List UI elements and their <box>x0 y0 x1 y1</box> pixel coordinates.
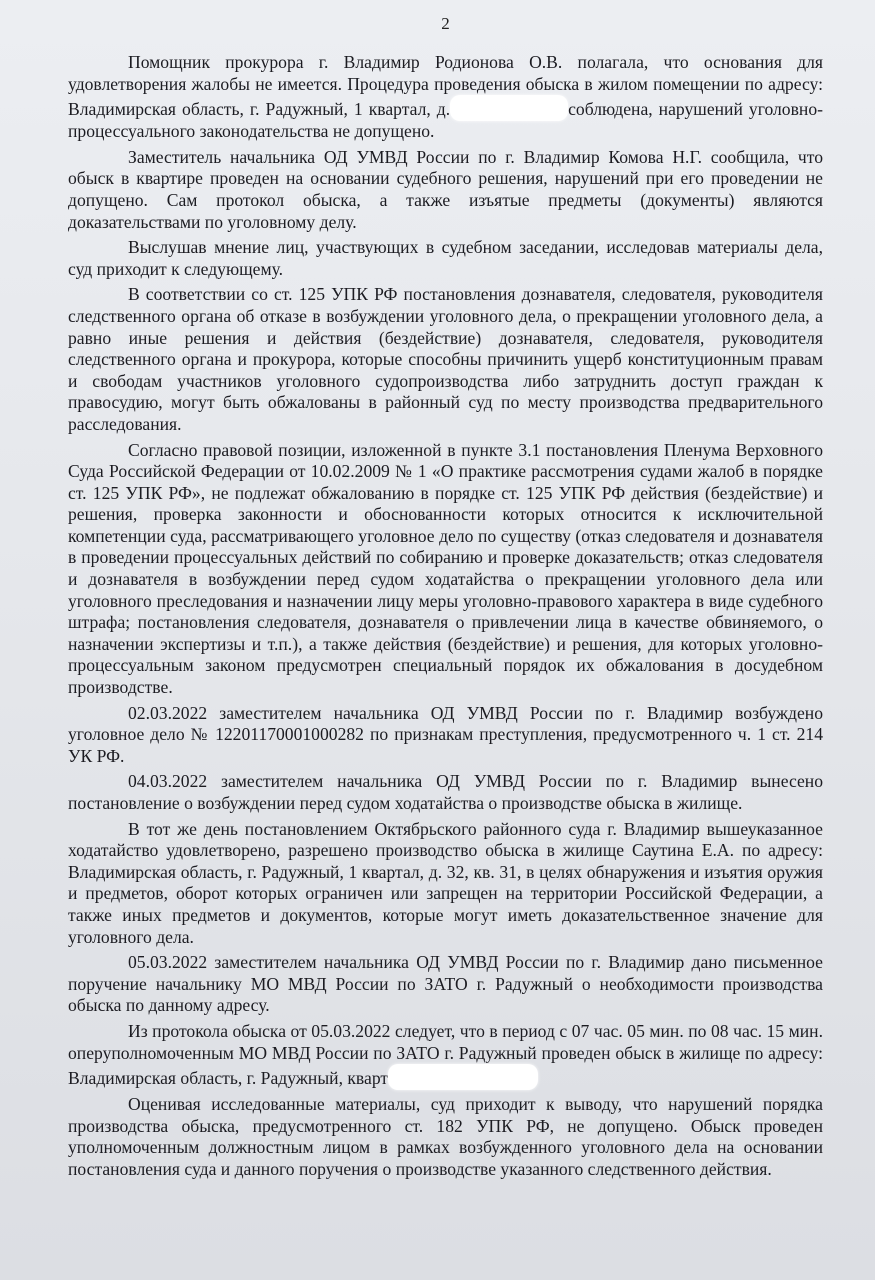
paragraph-search-protocol <box>68 1021 823 1090</box>
paragraph-article-125: В соответствии со ст. 125 УПК РФ постановления дознавателя, следователя, руководителя следственного органа об отказе в возбуждении уголовного дела, о прекращении уголовного дела, а равно иные решения и действия (бездействие) дознавателя, следователя, руководителя следственного органа и прокурора, которые способны причинить ущерб конституционным правам и свободам участников уголовного судопроизводства либо затруднить доступ граждан к правосудию, могут быть обжалованы в районный суд по месту производства предварительного расследования. <box>68 284 823 434</box>
paragraph-conclusion: Оценивая исследованные материалы, суд приходит к выводу, что нарушений порядка производства обыска, предусмотренного ст. 182 УПК РФ, не допущено. Обыск проведен уполномоченным должностным лицом в рамках возбужденного уголовного дела на основании постановления суда и данного поручения о производстве указанного следственного действия. <box>68 1094 823 1179</box>
paragraph-text: Из протокола обыска от 05.03.2022 следует, что в период с 07 час. 05 мин. по 08 час. 15 мин. оперуполномоченным МО МВД России по ЗАТО г. Радужный проведен обыск в жилище по адресу: Владимирская область, г. Радужный, кварт <box>68 1020 823 1089</box>
paragraph-plenum-position: Согласно правовой позиции, изложенной в пункте 3.1 постановления Пленума Верховного Суда Российской Федерации от 10.02.2009 № 1 «О практике рассмотрения судами жалоб в порядке ст. 125 УПК РФ», не подлежат обжалованию в порядке ст. 125 УПК РФ действия (бездействие) и решения, проверка законности и обоснованности которых относится к исключительной компетенции суда, рассматривающего уголовное дело по существу (отказ следователя и дознавателя в проведении процессуальных действий по собиранию и проверке доказательств; отказ следователя и дознавателя в возбуждении перед судом ходатайства о прекращении уголовного дела или уголовного преследования и назначении лицу меры уголовно-правового характера в виде судебного штрафа; постановления следователя, дознавателя о привлечении лица в качестве обвиняемого, о назначении экспертизы и т.п.), а также действия (бездействие) и решения, для которых уголовно-процессуальным законом предусмотрен специальный порядок их обжалования в досудебном производстве. <box>68 439 823 698</box>
paragraph-petition: 04.03.2022 заместителем начальника ОД УМВД России по г. Владимир вынесено постановление о возбуждении перед судом ходатайства о производстве обыска в жилище. <box>68 771 823 813</box>
paragraph-court-order: В тот же день постановлением Октябрьского районного суда г. Владимир вышеуказанное ходатайство удовлетворено, разрешено производство обыска в жилище Саутина Е.А. по адресу: Владимирская область, г. Радужный, 1 квартал, д. 32, кв. 31, в целях обнаружения и изъятия оружия и предметов, оборот которых ограничен или запрещен на территории Российской Федерации, а также иных предметов и документов, которые могут иметь доказательственное значение для уголовного дела. <box>68 818 823 947</box>
redaction-mark <box>388 1064 538 1090</box>
paragraph-instruction: 05.03.2022 заместителем начальника ОД УМВД России по г. Владимир дано письменное поручение начальнику МО МВД России по ЗАТО г. Радужный о необходимости производства обыска по данному адресу. <box>68 952 823 1016</box>
paragraph-text: соблюдена, нарушений уголовно-процессуального законодательства не допущено. <box>68 99 823 142</box>
paragraph-text: Помощник прокурора г. Владимир Родионова О.В. полагала, что основания для удовлетворения жалобы не имеется. Процедура проведения обыска в жилом помещении по адресу: Владимирская область, г. Радужный, 1 квартал, д. <box>68 52 823 120</box>
redaction-mark <box>450 95 568 121</box>
paragraph-prosecutor-assistant <box>68 52 823 143</box>
page-number: 2 <box>441 14 450 33</box>
paragraph-court-hearing: Выслушав мнение лиц, участвующих в судебном заседании, исследовав материалы дела, суд приходит к следующему. <box>68 237 823 279</box>
paragraph-deputy-head: Заместитель начальника ОД УМВД России по г. Владимир Комова Н.Г. сообщила, что обыск в квартире проведен на основании судебного решения, нарушений при его проведении не допущено. Сам протокол обыска, а также изъятые предметы (документы) являются доказательствами по уголовному делу. <box>68 146 823 232</box>
paragraph-case-opened: 02.03.2022 заместителем начальника ОД УМВД России по г. Владимир возбуждено уголовное дело № 12201170001000282 по признакам преступления, предусмотренного ч. 1 ст. 214 УК РФ. <box>68 702 823 766</box>
